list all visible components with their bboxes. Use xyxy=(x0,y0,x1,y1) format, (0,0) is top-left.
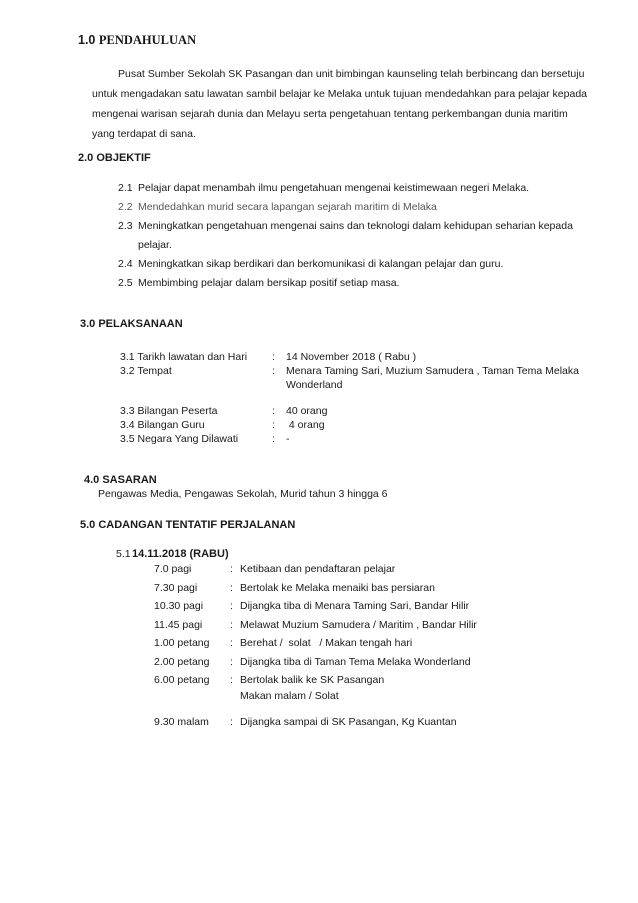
introduction-paragraph xyxy=(92,64,587,144)
schedule-activity: Dijangka tiba di Menara Taming Sari, Bandar Hilir xyxy=(240,600,470,612)
detail-value: - xyxy=(286,433,290,445)
objective-text: Membimbing pelajar dalam bersikap positif setiap masa. xyxy=(138,277,400,289)
detail-colon: : xyxy=(272,365,275,377)
paragraph-line: yang terdapat di sana. xyxy=(92,128,196,140)
objective-text: Meningkatkan pengetahuan mengenai sains dan teknologi dalam kehidupan seharian kepada xyxy=(138,220,573,232)
schedule-time: 7.0 pagi xyxy=(154,563,192,575)
schedule-time: 11.45 pagi xyxy=(154,618,203,631)
schedule-time: 9.30 malam xyxy=(154,715,209,728)
schedule-row xyxy=(154,634,474,653)
section-1-title: PENDAHULUAN xyxy=(98,33,197,47)
objective-number: 2.1 xyxy=(118,182,133,194)
objective-number: 2.4 xyxy=(118,258,133,270)
objective-item xyxy=(118,217,573,255)
detail-label: 3.2 Tempat xyxy=(120,365,172,377)
detail-colon: : xyxy=(272,419,275,431)
detail-value: 40 orang xyxy=(286,405,328,417)
schedule-time: 1.00 petang xyxy=(154,637,210,649)
section-1-number: 1.0 xyxy=(78,33,96,47)
objective-number: 2.2 xyxy=(118,201,133,213)
schedule-colon: : xyxy=(230,600,233,612)
schedule-colon: : xyxy=(230,581,233,594)
schedule-time: 7.30 pagi xyxy=(154,581,198,594)
schedule-row xyxy=(154,560,474,579)
objective-item xyxy=(118,255,562,274)
schedule-row xyxy=(154,713,474,732)
section-1-heading xyxy=(78,33,196,48)
schedule-activity: Bertolak ke Melaka menaiki bas persiaran xyxy=(240,581,435,594)
paragraph-line: untuk mengadakan satu lawatan sambil belajar ke Melaka untuk tujuan mendedahkan para pelajar kepada xyxy=(92,88,587,100)
schedule-time: 2.00 petang xyxy=(154,655,210,668)
objective-item xyxy=(118,198,562,217)
objective-text: pelajar. xyxy=(138,239,172,251)
objective-text: Meningkatkan sikap berdikari dan berkomunikasi di kalangan pelajar dan guru. xyxy=(138,258,504,270)
detail-colon: : xyxy=(272,433,275,445)
target-audience-text: Pengawas Media, Pengawas Sekolah, Murid tahun 3 hingga 6 xyxy=(98,488,388,500)
schedule-activity: Berehat / solat / Makan tengah hari xyxy=(240,637,413,649)
objectives-list xyxy=(118,179,573,293)
detail-label: 3.1 Tarikh lawatan dan Hari xyxy=(120,351,248,363)
schedule-activity: Dijangka tiba di Taman Tema Melaka Wonderland xyxy=(240,655,471,668)
section-5-heading: 5.0 CADANGAN TENTATIF PERJALANAN xyxy=(80,519,296,531)
schedule-time: 10.30 pagi xyxy=(154,600,204,612)
schedule-table xyxy=(154,560,477,731)
schedule-sub-number: 5.1 xyxy=(116,548,131,560)
schedule-activity: Makan malam / Solat xyxy=(240,689,339,702)
paragraph-line: mengenai warisan sejarah dunia dan Melayu serta pengetahuan tentang perkembangan dunia maritim xyxy=(92,108,568,120)
objective-item xyxy=(118,179,562,198)
section-4-heading: 4.0 SASARAN xyxy=(84,474,157,486)
detail-label: 3.3 Bilangan Peserta xyxy=(120,405,218,417)
implementation-details xyxy=(120,350,579,450)
objective-text: Pelajar dapat menambah ilmu pengetahuan mengenai keistimewaan negeri Melaka. xyxy=(138,182,530,194)
schedule-colon: : xyxy=(230,674,233,686)
schedule-row xyxy=(154,616,477,635)
section-3-heading: 3.0 PELAKSANAAN xyxy=(80,318,183,330)
detail-value-continued: Wonderland xyxy=(286,379,343,391)
detail-value: 4 orang xyxy=(286,419,325,431)
schedule-activity: Dijangka sampai di SK Pasangan, Kg Kuantan xyxy=(240,715,457,728)
objective-text: Mendedahkan murid secara lapangan sejarah maritim di Melaka xyxy=(138,201,437,213)
schedule-row xyxy=(154,579,474,598)
schedule-row xyxy=(154,690,474,713)
objective-number: 2.3 xyxy=(118,220,133,232)
schedule-time: 6.00 petang xyxy=(154,674,210,686)
schedule-colon: : xyxy=(230,563,233,575)
objective-item xyxy=(118,274,562,293)
schedule-row xyxy=(154,597,474,616)
section-2-heading: 2.0 OBJEKTIF xyxy=(78,152,151,164)
schedule-activity: Bertolak balik ke SK Pasangan xyxy=(240,674,385,686)
schedule-date: 14.11.2018 (RABU) xyxy=(132,548,229,560)
schedule-colon: : xyxy=(230,618,233,631)
objective-number: 2.5 xyxy=(118,277,133,289)
schedule-activity: Melawat Muzium Samudera / Maritim , Bandar Hilir xyxy=(240,618,477,631)
detail-label: 3.5 Negara Yang Dilawati xyxy=(120,433,239,445)
detail-value: Menara Taming Sari, Muzium Samudera , Taman Tema Melaka xyxy=(286,365,579,377)
detail-colon: : xyxy=(272,405,275,417)
detail-value: 14 November 2018 ( Rabu ) xyxy=(286,351,417,363)
schedule-activity: Ketibaan dan pendaftaran pelajar xyxy=(240,563,396,575)
detail-colon: : xyxy=(272,351,275,363)
schedule-colon: : xyxy=(230,637,233,649)
schedule-row xyxy=(154,653,474,672)
detail-label: 3.4 Bilangan Guru xyxy=(120,419,205,431)
paragraph-line: Pusat Sumber Sekolah SK Pasangan dan unit bimbingan kaunseling telah berbincang dan bersetuju xyxy=(118,68,585,80)
schedule-colon: : xyxy=(230,655,233,668)
schedule-colon: : xyxy=(230,715,233,728)
